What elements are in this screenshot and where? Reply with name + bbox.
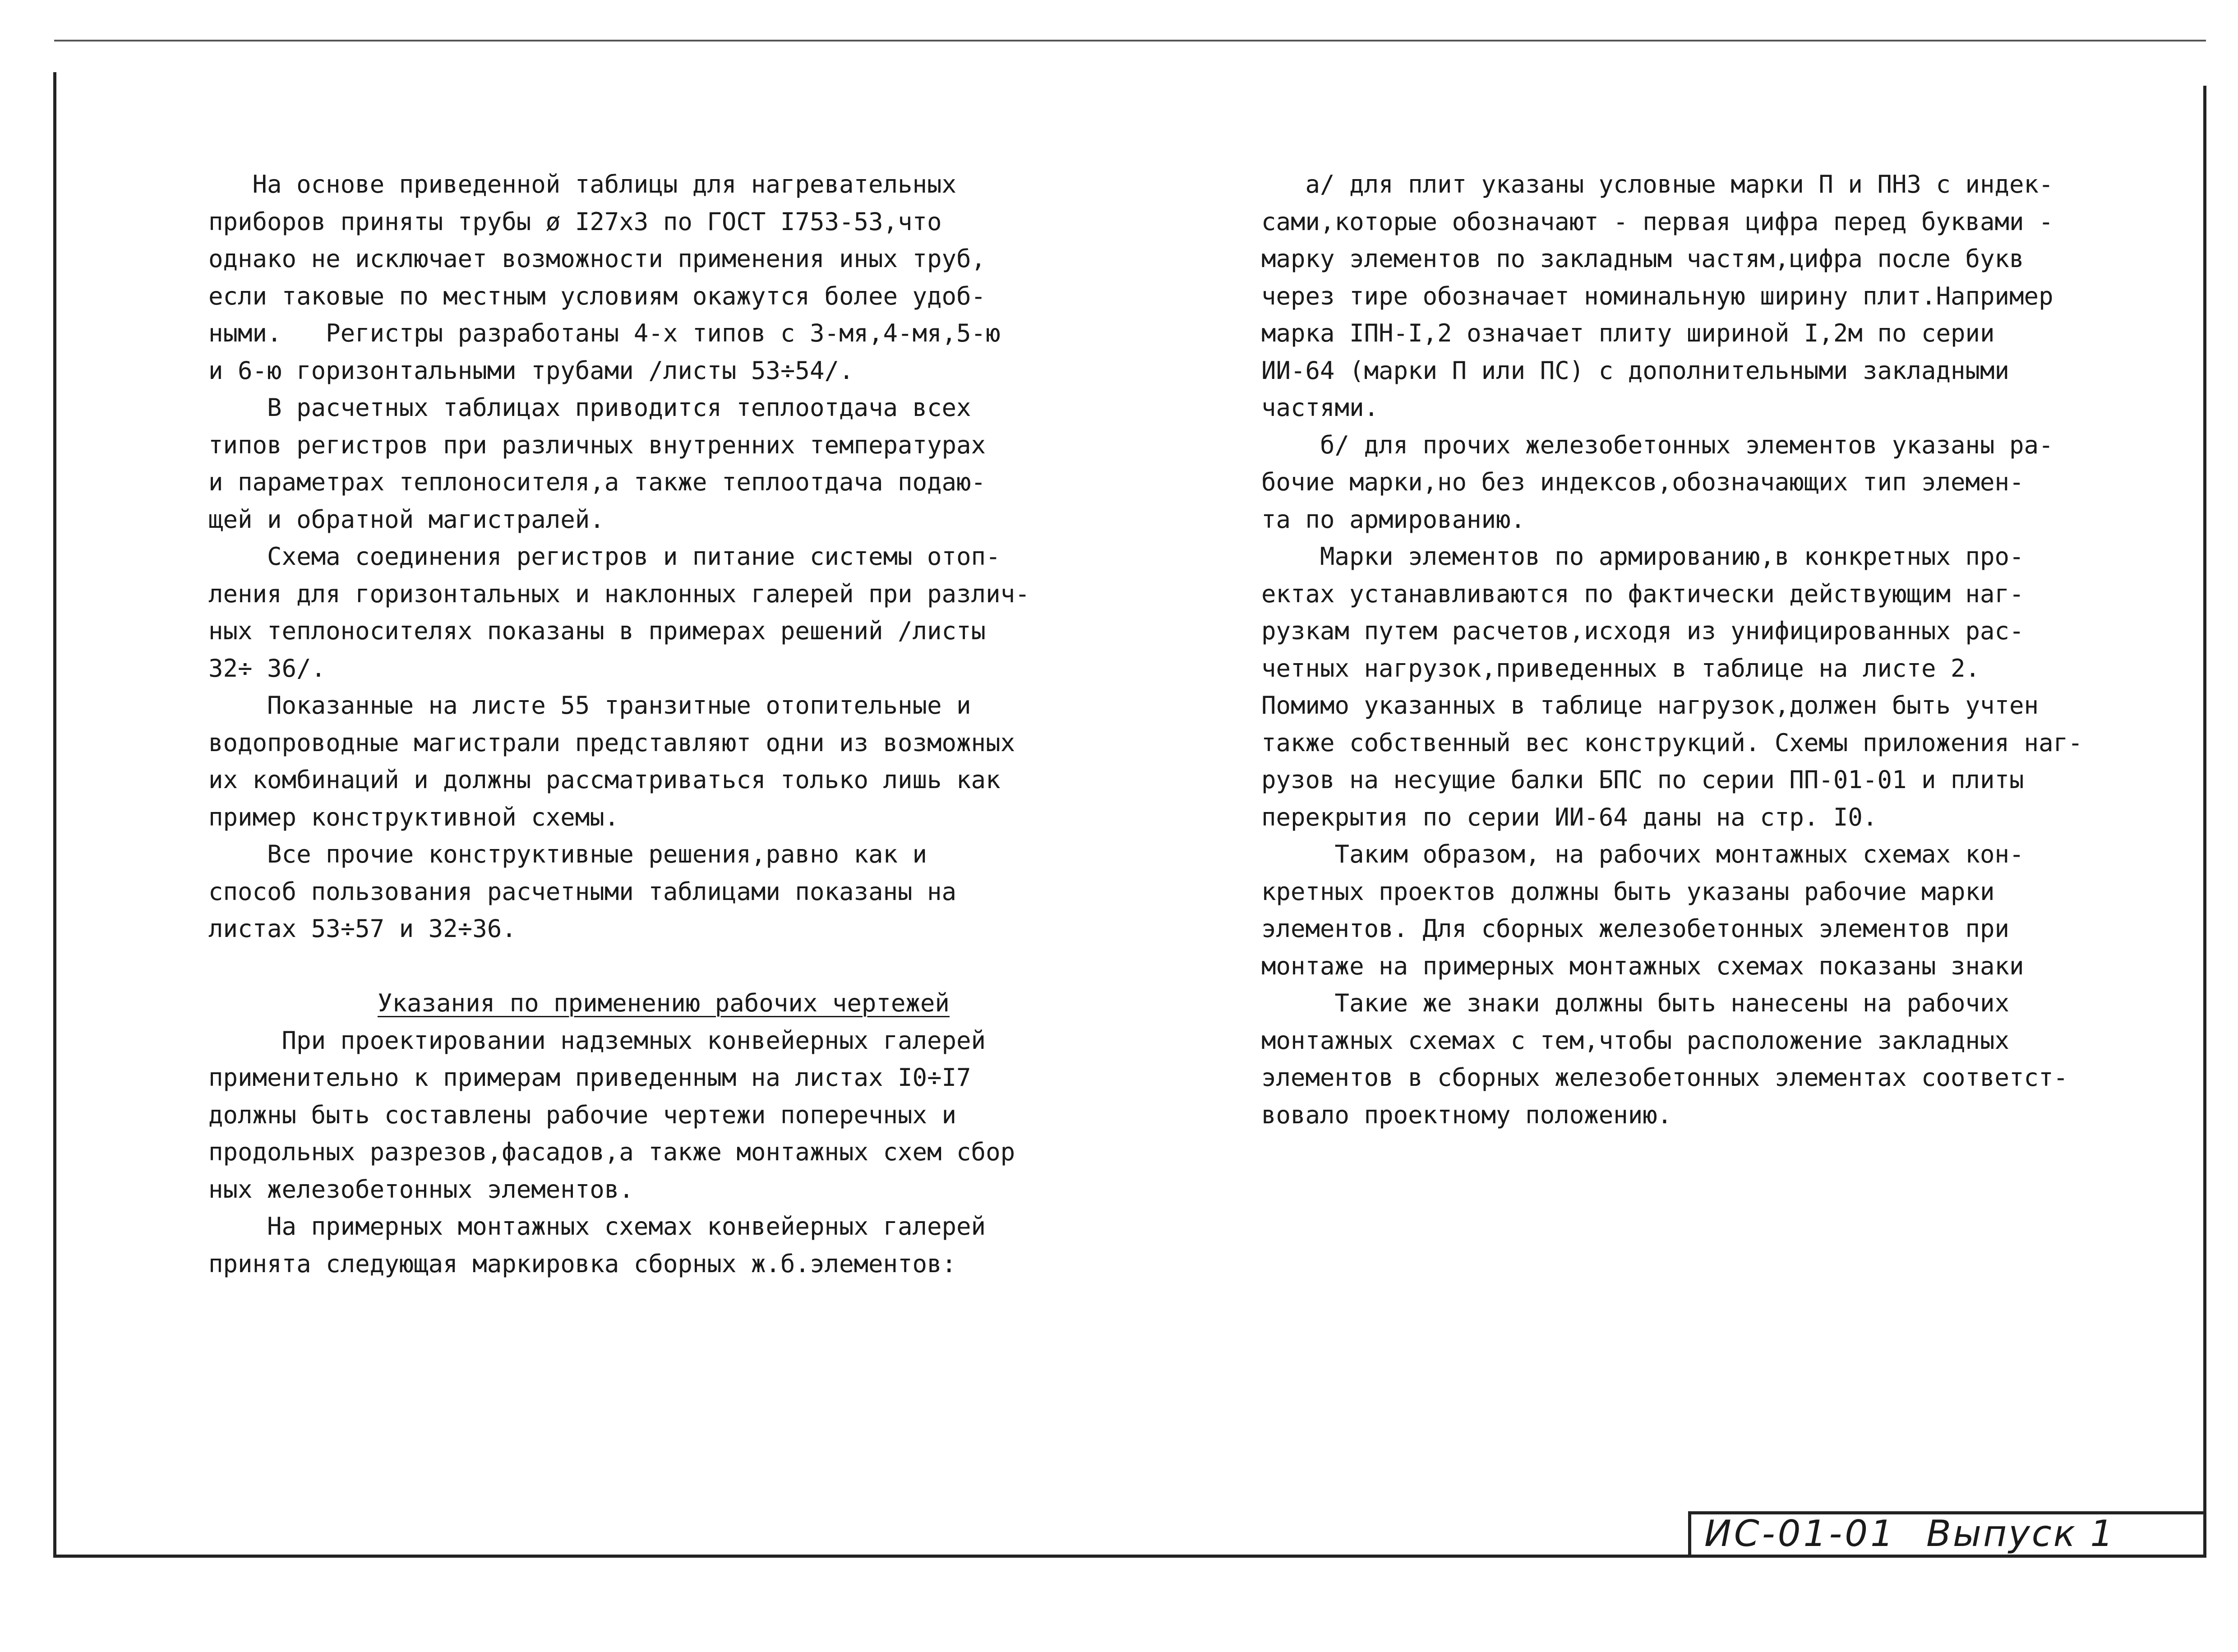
text-line: продольных разрезов,фасадов,а также монтажных схем сбор [208,1138,1015,1166]
text-line: а/ для плит указаны условные марки П и ПН3 с индек- [1261,170,2053,198]
text-line: должны быть составлены рабочие чертежи поперечных и [208,1100,957,1129]
text-line: ИИ-64 (марки П или ПС) с дополнительными закладными [1261,356,2010,385]
text-line: та по армированию. [1261,505,1526,534]
section-heading [208,985,1102,1022]
text-line: водопроводные магистрали представляют одни из возможных [208,728,1015,757]
text-line: способ пользования расчетными таблицами показаны на [208,877,957,906]
text-line: сами,которые обозначают - первая цифра перед буквами - [1261,207,2053,236]
text-line: ектах устанавливаются по фактически действующим наг- [1261,579,2024,608]
text-line: При проектировании надземных конвейерных галерей [208,1026,986,1055]
text-line: щей и обратной магистралей. [208,505,604,534]
text-line: типов регистров при различных внутренних температурах [208,430,986,459]
text-line: если таковые по местным условиям окажутся более удоб- [208,281,986,310]
text-line: монтажных схемах с тем,чтобы расположение закладных [1261,1026,2010,1055]
text-line: б/ для прочих железобетонных элементов указаны ра- [1261,430,2053,459]
text-line: Такие же знаки должны быть нанесены на рабочих [1261,989,2010,1017]
text-line: их комбинаций и должны рассматриваться только лишь как [208,766,1001,794]
text-line: и 6-ю горизонтальными трубами /листы 53÷54/. [208,356,854,385]
text-line: Все прочие конструктивные решения,равно как и [208,840,928,868]
text-line: Таким образом, на рабочих монтажных схемах кон- [1261,840,2024,868]
section-heading-text: Указания по применению рабочих чертежей [378,989,950,1017]
text-line: также собственный вес конструкций. Схемы приложения наг- [1261,728,2083,757]
text-line: ления для горизонтальных и наклонных галерей при различ- [208,579,1030,608]
text-line: бочие марки,но без индексов,обозначающих тип элемен- [1261,468,2024,496]
spacer [208,948,1102,985]
text-line: ными. Регистры разработаны 4-х типов с 3-мя,4-мя,5-ю [208,319,1001,347]
text-line: элементов в сборных железобетонных элементах соответст- [1261,1063,2068,1092]
text-line: марку элементов по закладным частям,цифра после букв [1261,245,2024,273]
left-text-column [208,166,1102,1283]
text-line: четных нагрузок,приведенных в таблице на листе 2. [1261,654,1980,683]
text-line: применительно к примерам приведенным на листах I0÷I7 [208,1063,971,1092]
text-line: рузов на несущие балки БПС по серии ПП-01-01 и плиты [1261,766,2024,794]
text-line: вовало проектному положению. [1261,1100,1672,1129]
right-text-column [1261,166,2136,1134]
top-rule [54,40,2206,42]
frame-right-border [2203,86,2206,1556]
text-line: листах 53÷57 и 32÷36. [208,914,517,943]
text-line: через тире обозначает номинальную ширину плит.Например [1261,281,2053,310]
text-line: 32÷ 36/. [208,654,326,683]
text-line: перекрытия по серии ИИ-64 даны на стр. I0. [1261,803,1878,831]
text-line: однако не исключает возможности применения иных труб, [208,245,986,273]
text-line: кретных проектов должны быть указаны рабочие марки [1261,877,1995,906]
text-line: На примерных монтажных схемах конвейерных галерей [208,1212,986,1241]
issue-number: Выпуск 1 [1926,1513,2115,1555]
left-paragraphs [208,166,1102,948]
text-line: Показанные на листе 55 транзитные отопительные и [208,691,971,720]
text-line: Марки элементов по армированию,в конкретных про- [1261,542,2024,571]
text-line: частями. [1261,393,1379,422]
text-line: и параметрах теплоносителя,а также теплоотдача подаю- [208,468,986,496]
text-line: ных железобетонных элементов. [208,1175,634,1204]
text-line: марка IПН-I,2 означает плиту шириной I,2м по серии [1261,319,1995,347]
text-line: монтаже на примерных монтажных схемах показаны знаки [1261,951,2024,980]
text-line: Помимо указанных в таблице нагрузок,должен быть учтен [1261,691,2039,720]
text-line: Схема соединения регистров и питание системы отоп- [208,542,1001,571]
text-line: В расчетных таблицах приводится теплоотдача всех [208,393,971,422]
frame-left-border [53,72,56,1556]
text-line: На основе приведенной таблицы для нагревательных [208,170,957,198]
text-line: элементов. Для сборных железобетонных элементов при [1261,914,2010,943]
text-line: пример конструктивной схемы. [208,803,619,831]
document-code: ИС-01-01 [1704,1513,1897,1555]
text-line: рузкам путем расчетов,исходя из унифицированных рас- [1261,617,2024,645]
left-instructions [208,1022,1102,1283]
text-line: приборов приняты трубы ø I27x3 по ГОСТ I753-53,что [208,207,942,236]
text-line: принята следующая маркировка сборных ж.б.элементов: [208,1249,957,1278]
text-line: ных теплоносителях показаны в примерах решений /листы [208,617,986,645]
